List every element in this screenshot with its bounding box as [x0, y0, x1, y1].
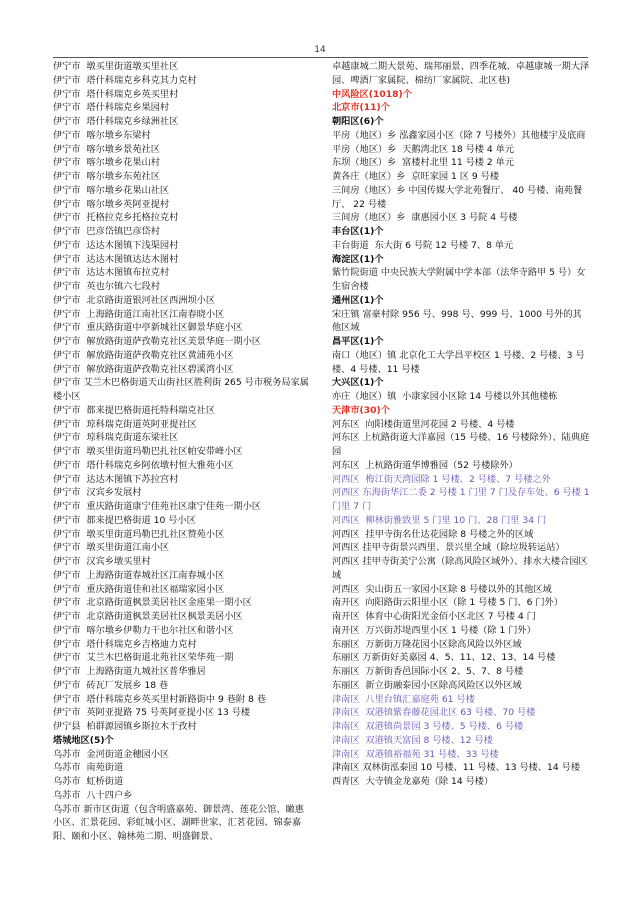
list-item: 南开区 万兴街苏堤西里小区 1 号楼（除 1 门外） [332, 624, 536, 636]
list-item: 伊宁市 解放路街道萨孜勒克社区黄浦苑小区 [53, 349, 234, 361]
list-item: 伊宁市 琼科瑞克街道东梁社区 [53, 432, 179, 444]
list-item: 津南区 双港镇紫春藤花园北区 63 号楼、70 号楼 [332, 707, 536, 719]
list-item: 伊宁市 墩买里街道玛勒巴扎社区赞苑小区 [53, 528, 225, 540]
list-item: 伊宁市 达达木图镇下浅渠园村 [53, 239, 179, 251]
list-item: 平房（地区）乡 泓鑫家园小区（除 7 号楼外）其他楼宇及底商 [332, 129, 586, 141]
list-item: 伊宁市 托格拉克乡托格拉克村 [53, 212, 179, 224]
list-item: 伊宁市 喀尔墩乡伊勒力干也尔社区和谐小区 [53, 624, 234, 636]
list-item: 伊宁市 墩买里街道江南小区 [53, 542, 170, 554]
list-item: 津南区 双港镇裕福苑 31 号楼、33 号楼 [332, 748, 499, 760]
list-item: 伊宁市 达达木图镇布拉克村 [53, 267, 170, 279]
list-item: 伊宁市 艾兰木巴格街道天山街社区胜利街 265 号市税务局家属楼小区 [53, 377, 309, 402]
list-item: 亦庄（地区）镇 小康家园小区除 14 号楼以外其他楼栋 [332, 391, 558, 402]
list-item: 伊宁市 塔什科瑞克乡吉格迪力克村 [53, 638, 197, 650]
list-item: 伊宁市 汉宾乡发展村 [53, 487, 142, 499]
list-item: 西青区 大寺镇金龙嘉苑（除 14 号楼） [332, 776, 494, 787]
list-item: 伊宁市 达达木图镇下苏拉宫村 [53, 473, 179, 485]
list-item: 伊宁市 塔什科瑞克乡英买里村 [53, 88, 179, 100]
list-item: 伊宁市 都来提巴格街道托特科瑞克社区 [53, 404, 216, 416]
list-item: 河西区 挂甲寺街美宁公寓（除高风险区域外）、排水大楼合园区域 [332, 556, 588, 581]
list-item: 伊宁市 喀尔墩乡东梁村 [53, 129, 151, 141]
list-item: 津南区 双林街泓泰园 10 号楼、11 号楼、13 号楼、14 号楼 [332, 762, 581, 774]
section-heading: 朝阳区(6)个 [332, 116, 384, 127]
list-item: 伊宁市 墩买里街道玛勒巴扎社区帕安带峰小区 [53, 446, 243, 457]
list-item: 丰台街道 东大街 6 号院 12 号楼 7、8 单元 [332, 239, 514, 251]
list-item: 河东区 上杭路街道华博雅园（52 号楼除外） [332, 459, 518, 471]
list-item: 伊宁市 重庆路街道康宁佳苑社区康宁佳苑一期小区 [53, 501, 261, 512]
section-heading: 丰台区(1)个 [332, 226, 384, 237]
list-item: 宋庄镇 富豪村除 956 号、998 号、999 号、1000 号外的其他区域 [332, 308, 582, 334]
list-item: 南口（地区）镇 北京化工大学昌平校区 1 号楼、2 号楼、3 号楼、4 号楼、11 号楼 [332, 349, 585, 375]
list-item: 伊宁市 塔什科瑞克乡果园村 [53, 102, 170, 114]
section-heading: 中风险区(1018)个 [332, 88, 412, 100]
list-item: 伊宁市 喀尔墩乡花果山村 [53, 157, 160, 169]
list-item: 乌苏市 南苑街道 [53, 762, 124, 774]
list-item: 乌苏市 金河街道金穗园小区 [53, 748, 170, 760]
list-item: 伊宁市 琼科瑞克街道英阿亚提社区 [53, 418, 197, 430]
list-item: 东丽区 万新街好美嘉园 4、5、11、12、13、14 号楼 [332, 652, 556, 664]
list-item: 河西区 挂甲寺街景兴西里、景兴里全域（除垃圾转运站） [332, 542, 565, 554]
list-item: 平房（地区）乡 天鹅湾北区 18 号楼 4 单元 [332, 143, 515, 155]
section-heading: 天津市(30)个 [332, 404, 390, 416]
list-item: 伊宁市 上海路街道江南社区江南春晓小区 [53, 308, 225, 320]
list-item: 河东区 上杭路街道大洋嘉园（15 号楼、16 号楼除外）、陆典庭园 [332, 432, 590, 457]
list-item: 伊宁市 塔什科瑞克乡科克其力克村 [53, 74, 197, 86]
list-item: 卓越康城二期大景苑、瑞邦丽景、四季花城、卓越康城一期大泽园、啤酒厂家属院、棉纺厂家属院、北区巷) [332, 61, 590, 86]
section-heading: 海淀区(1)个 [332, 253, 384, 265]
list-item: 河西区 梅江街天湾园除 1 号楼、2 号楼、7 号楼之外 [332, 473, 551, 485]
list-item: 津南区 八里台镇汇嘉庭苑 61 号楼 [332, 693, 475, 705]
list-item: 伊宁市 塔什科瑞克乡绿洲社区 [53, 116, 179, 127]
list-item: 伊宁市 喀尔墩乡景苑社区 [53, 143, 160, 155]
list-item: 东丽区 万新街万隆花园小区除高风险以外区域 [332, 638, 522, 650]
list-item: 伊宁市 砖瓦厂发展乡 18 巷 [53, 679, 169, 691]
list-item: 伊宁市 北京路街道枫景美居社区枫景美居小区 [53, 611, 243, 622]
list-item: 伊宁市 艾兰木巴格街道北苑社区荣华苑一期 [53, 652, 234, 664]
list-item: 伊宁市 重庆路街道中亭新城社区御景华庭小区 [53, 322, 243, 334]
list-item: 伊宁市 喀尔墩乡花果山社区 [53, 184, 170, 196]
list-item: 南开区 体育中心街阳光金佰小区北区 7 号楼 4 门 [332, 611, 536, 622]
list-item: 南开区 向阳路街云阳里小区（除 1 号楼 5 门、6 门外） [332, 597, 563, 609]
right-column [332, 60, 590, 789]
list-item: 伊宁县 柏群源园镇乡斯拉木于孜村 [53, 721, 197, 732]
list-item: 伊宁市 解放路街道萨孜勒克社区碧溪湾小区 [53, 363, 234, 375]
list-item: 津南区 双港镇天富园 8 号楼、12 号楼 [332, 734, 493, 746]
left-column [53, 60, 311, 844]
page-number: 14 [314, 45, 326, 55]
list-item: 河西区 柳林街雅致里 5 门里 10 门、28 门里 34 门 [332, 514, 547, 526]
list-item: 河西区 东海街华江二委 2 号楼 1 门里 7 门及存车处、6 号楼 1 门里 7 门 [332, 487, 590, 512]
list-item: 伊宁市 汉宾乡墩买里村 [53, 556, 151, 567]
list-item: 伊宁市 重庆路街道佳和社区福瑞家园小区 [53, 583, 225, 595]
list-item: 紫竹院街道 中央民族大学附属中学本部（法华寺路甲 5 号）女生宿舍楼 [332, 267, 586, 292]
list-item: 伊宁市 北京路街道银河社区西洲坝小区 [53, 294, 216, 306]
list-item: 伊宁市 都来提巴格街道 10 号小区 [53, 514, 196, 526]
list-item: 伊宁市 墩买里街道墩买里社区 [53, 61, 179, 72]
list-item: 东坝（地区）乡 富楼村北里 11 号楼 2 单元 [332, 157, 515, 169]
list-item: 伊宁市 塔什科瑞克乡英买里村新路街中 9 巷附 8 巷 [53, 693, 266, 705]
section-heading: 昌平区(1)个 [332, 336, 384, 347]
list-item: 伊宁市 上海路街道春城社区江南春城小区 [53, 569, 225, 581]
list-item: 乌苏市 虹桥街道 [53, 776, 124, 787]
list-item: 伊宁市 解放路街道萨孜勒克社区美景华庭一期小区 [53, 336, 261, 347]
header-rule [53, 57, 588, 58]
list-item: 东丽区 万新街香邑国际小区 2、5、7、8 号楼 [332, 666, 524, 677]
list-item: 河西区 挂甲寺街名仕达花园除 8 号楼之外的区域 [332, 528, 534, 540]
list-item: 黄各庄（地区）乡 京旺家园 1 区 9 号楼 [332, 171, 500, 182]
section-heading: 大兴区(1)个 [332, 377, 384, 389]
list-item: 伊宁市 达达木图镇达达木图村 [53, 253, 179, 265]
list-item: 河西区 尖山街五一家园小区除 8 号楼以外的其他区域 [332, 583, 552, 595]
list-item: 伊宁市 巴彦岱镇巴彦岱村 [53, 226, 160, 237]
section-heading: 塔城地区(5)个 [53, 734, 114, 746]
list-item: 三间房（地区）乡 康惠园小区 3 号院 4 号楼 [332, 212, 518, 224]
section-heading: 北京市(11)个 [332, 102, 390, 114]
list-item: 伊宁市 英阿亚提路 75 号英阿亚提小区 13 号楼 [53, 707, 251, 719]
list-item: 伊宁市 塔什科瑞克乡阿依墩村恒大雅苑小区 [53, 459, 234, 471]
list-item: 伊宁市 上海路街道九城社区普华雅居 [53, 666, 206, 677]
list-item: 伊宁市 北京路街道枫景美居社区金座果一期小区 [53, 597, 252, 609]
list-item: 伊宁市 喀尔墩乡英阿亚提村 [53, 198, 170, 210]
section-heading: 通州区(1)个 [332, 294, 384, 306]
list-item: 河东区 向阳楼街道里河花园 2 号楼、4 号楼 [332, 418, 515, 430]
list-item: 乌苏市 新市区街道（包含明盛嘉苑、御景湾、莲花公馆、瞰惠小区、汇景花园、彩虹城小区、湖畔世家、汇茗花园、锦泰嘉阳、颐和小区、翰林苑二期、明盛御景、 [53, 803, 304, 842]
list-item: 伊宁市 喀尔墩乡东苑社区 [53, 171, 160, 182]
list-item: 三间房（地区）乡 中国传媒大学北苑餐厅、 40 号楼、南苑餐厅、 22 号楼 [332, 184, 583, 210]
list-item: 乌苏市 八十四户乡 [53, 789, 133, 801]
list-item: 伊宁市 英也尔镇六七段村 [53, 281, 160, 292]
list-item: 东丽区 新立街融泰园小区除高风险区以外区域 [332, 679, 522, 691]
list-item: 津南区 双港镇尚景园 3 号楼、5 号楼、6 号楼 [332, 721, 524, 732]
